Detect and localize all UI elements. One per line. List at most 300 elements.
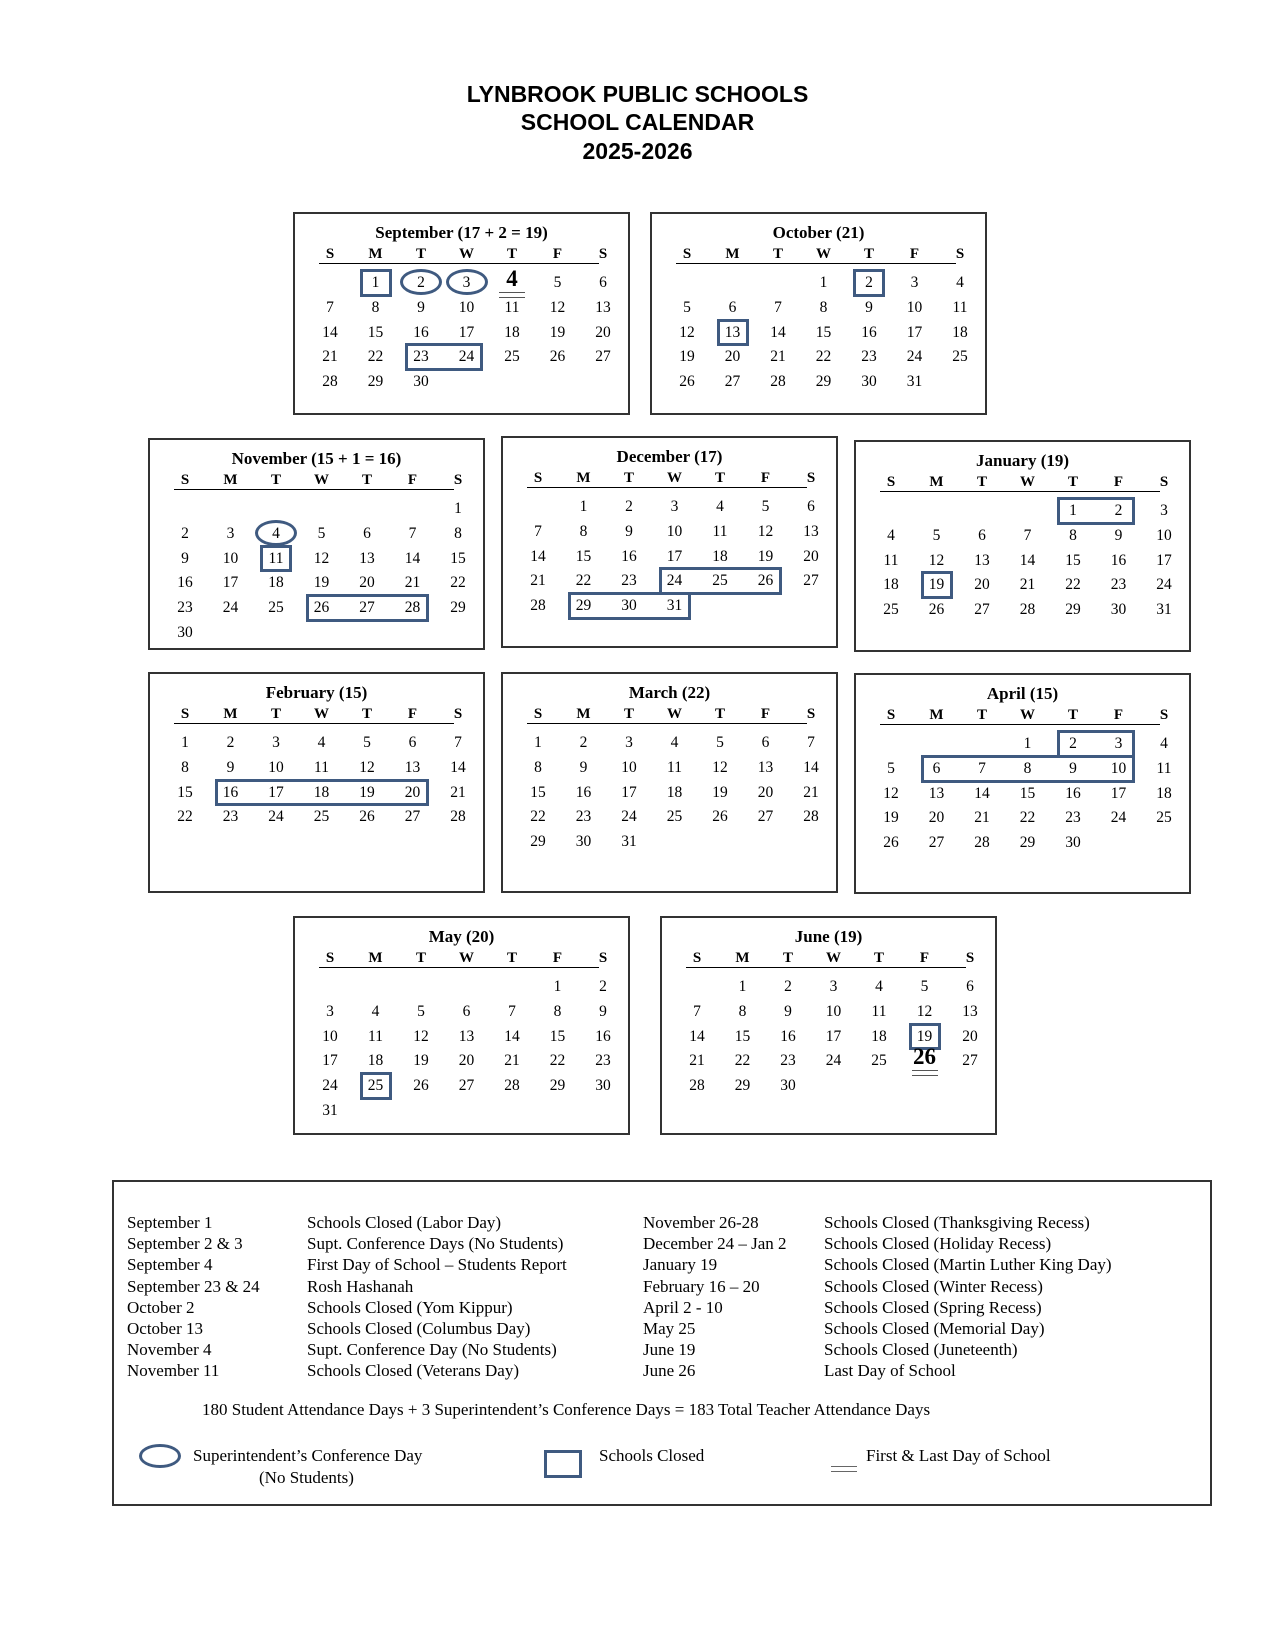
day-cell: 11	[368, 1027, 383, 1045]
day-cell: 25	[268, 599, 284, 617]
weekday-label: T	[782, 950, 793, 966]
day-cell: 7	[978, 759, 986, 777]
month-title: December (17)	[616, 447, 723, 466]
day-cell: 11	[712, 522, 728, 540]
day-cell: 12	[313, 549, 330, 567]
day-cell: 4	[506, 266, 518, 291]
day-cell: 28	[689, 1077, 705, 1095]
day-cell: 10	[906, 298, 923, 316]
day-cell: 20	[359, 574, 375, 592]
weekday-label: T	[976, 474, 987, 490]
weekday-label: S	[965, 950, 975, 966]
day-cell: 16	[222, 783, 239, 801]
day-cell: 16	[177, 574, 193, 592]
day-cell: 3	[462, 274, 471, 291]
day-cell: 21	[504, 1052, 520, 1070]
day-cell: 17	[906, 323, 923, 341]
day-cell: 2	[784, 978, 792, 995]
day-cell: 25	[712, 572, 728, 590]
day-cell: 23	[780, 1052, 796, 1070]
day-cell: 30	[413, 373, 429, 391]
day-cell: 4	[716, 498, 724, 515]
day-cell: 10	[458, 298, 475, 316]
day-cell: 19	[679, 348, 695, 366]
day-cell: 25	[1156, 809, 1172, 827]
weekday-label: T	[1067, 474, 1078, 490]
event-date: January 19	[643, 1255, 718, 1275]
weekday-label: S	[325, 246, 335, 262]
month-calendar	[501, 436, 838, 648]
day-cell: 16	[413, 323, 429, 341]
day-cell: 2	[865, 274, 873, 291]
day-cell: 9	[599, 1002, 607, 1020]
day-cell: 18	[871, 1027, 887, 1045]
month-title: February (15)	[265, 683, 368, 702]
day-cell: 7	[326, 298, 334, 316]
day-cell: 29	[530, 833, 546, 851]
weekday-label: F	[407, 472, 418, 488]
day-cell: 2	[1069, 735, 1077, 752]
day-cell: 29	[450, 599, 466, 617]
day-cell: 13	[757, 758, 774, 776]
day-cell: 17	[666, 547, 683, 565]
day-cell: 10	[666, 522, 683, 540]
weekday-label: S	[955, 246, 965, 262]
day-cell: 25	[367, 1077, 384, 1095]
key-conference-label: Superintendent’s Conference Day	[193, 1446, 423, 1465]
day-cell: 17	[222, 574, 239, 592]
day-cell: 22	[575, 572, 592, 590]
weekday-label: S	[886, 474, 896, 490]
weekday-label: S	[692, 950, 702, 966]
day-cell: 23	[861, 348, 877, 366]
day-cell: 14	[504, 1027, 520, 1045]
weekday-label: W	[314, 706, 329, 722]
day-cell: 19	[313, 574, 330, 592]
day-cell: 27	[595, 348, 611, 366]
weekday-label: M	[576, 470, 591, 486]
day-cell: 28	[450, 808, 466, 826]
day-cell: 5	[761, 498, 770, 515]
day-cell: 19	[916, 1027, 933, 1045]
day-cell: 21	[404, 574, 421, 592]
day-cell: 14	[1019, 551, 1036, 569]
weekday-label: M	[576, 706, 591, 722]
day-cell: 17	[825, 1027, 842, 1045]
day-cell: 14	[689, 1027, 705, 1045]
day-cell: 14	[770, 323, 786, 341]
event-date: May 25	[643, 1319, 696, 1338]
event-description: Schools Closed (Martin Luther King Day)	[824, 1255, 1112, 1275]
header-rule	[174, 489, 454, 490]
day-cell: 4	[887, 526, 895, 544]
day-cell: 7	[534, 522, 542, 540]
weekday-label: F	[552, 950, 563, 966]
weekday-label: T	[361, 472, 372, 488]
day-cell: 2	[417, 274, 425, 291]
month-calendar	[293, 212, 630, 415]
day-cell: 7	[1023, 526, 1032, 544]
day-cell: 3	[1160, 502, 1168, 519]
day-cell: 23	[1110, 576, 1127, 594]
weekday-label: W	[667, 706, 682, 722]
day-cell: 7	[807, 734, 815, 751]
day-cell: 26	[313, 599, 330, 617]
day-cell: 16	[1110, 551, 1127, 569]
month-calendar	[293, 916, 630, 1135]
day-cell: 30	[780, 1077, 796, 1095]
day-cell: 26	[679, 373, 695, 391]
day-cell: 11	[871, 1002, 887, 1020]
day-cell: 20	[962, 1027, 978, 1045]
calendar-title: SCHOOL CALENDAR	[520, 109, 755, 135]
key-conference-note: (No Students)	[259, 1468, 354, 1487]
day-cell: 7	[508, 1002, 516, 1020]
day-cell: 3	[625, 734, 633, 751]
weekday-label: S	[886, 707, 896, 723]
day-cell: 8	[181, 758, 189, 776]
day-cell: 26	[413, 1077, 429, 1095]
day-cell: 20	[724, 348, 741, 366]
day-cell: 19	[757, 547, 774, 565]
first-last-day-underline	[912, 1070, 938, 1076]
key-closed-label: Schools Closed	[599, 1446, 705, 1465]
header-rule	[676, 263, 956, 264]
event-date: October 13	[127, 1319, 204, 1338]
weekday-label: M	[929, 474, 944, 490]
weekday-label: S	[453, 472, 463, 488]
day-cell: 28	[770, 373, 786, 391]
day-cell: 9	[226, 758, 235, 776]
day-cell: 15	[177, 783, 193, 801]
weekday-label: S	[180, 472, 190, 488]
event-date: November 26-28	[643, 1213, 759, 1232]
day-cell: 13	[595, 298, 611, 316]
weekday-label: W	[1020, 707, 1035, 723]
event-description: Schools Closed (Columbus Day)	[307, 1319, 531, 1338]
header-rule	[174, 723, 454, 724]
day-cell: 25	[952, 348, 968, 366]
day-cell: 27	[724, 373, 741, 391]
header-rule	[880, 491, 1160, 492]
day-cell: 12	[549, 298, 566, 316]
day-cell: 18	[313, 783, 330, 801]
day-cell: 18	[952, 323, 968, 341]
day-cell: 20	[803, 547, 819, 565]
day-cell: 29	[815, 373, 832, 391]
day-cell: 7	[408, 524, 417, 542]
month-title: January (19)	[975, 451, 1070, 470]
day-cell: 17	[268, 783, 284, 801]
day-cell: 8	[534, 758, 542, 776]
day-cell: 25	[871, 1052, 887, 1070]
event-description: Supt. Conference Days (No Students)	[307, 1234, 564, 1254]
weekday-label: F	[909, 246, 920, 262]
day-cell: 18	[666, 783, 683, 801]
day-cell: 24	[222, 599, 239, 617]
day-cell: 16	[575, 783, 592, 801]
day-cell: 20	[974, 576, 990, 594]
day-cell: 13	[962, 1002, 978, 1020]
weekday-label: S	[598, 246, 608, 262]
day-cell: 9	[579, 758, 588, 776]
day-cell: 11	[952, 298, 968, 316]
event-date: November 11	[127, 1361, 220, 1381]
day-cell: 24	[1110, 809, 1127, 827]
day-cell: 1	[534, 734, 542, 751]
school-year: 2025-2026	[582, 138, 693, 164]
day-cell: 24	[322, 1077, 338, 1095]
day-cell: 11	[314, 758, 329, 776]
day-cell: 1	[454, 500, 462, 517]
weekday-label: F	[552, 246, 563, 262]
header-rule	[686, 967, 966, 968]
weekday-label: T	[361, 706, 372, 722]
weekday-label: M	[223, 472, 238, 488]
day-cell: 13	[803, 522, 819, 540]
day-cell: 26	[883, 834, 899, 852]
day-cell: 3	[670, 498, 679, 515]
event-description: Rosh Hashanah	[307, 1276, 414, 1296]
day-cell: 19	[549, 323, 566, 341]
day-cell: 17	[1156, 551, 1172, 569]
weekday-label: W	[816, 246, 831, 262]
day-cell: 21	[1019, 576, 1036, 594]
day-cell: 23	[621, 572, 637, 590]
weekday-label: T	[873, 950, 884, 966]
month-calendar	[854, 440, 1191, 652]
day-cell: 18	[367, 1052, 384, 1070]
day-cell: 5	[417, 1002, 425, 1020]
day-cell: 30	[575, 833, 592, 851]
day-cell: 8	[454, 524, 462, 542]
day-cell: 27	[757, 808, 774, 826]
day-cell: 2	[625, 498, 633, 515]
day-cell: 31	[1156, 601, 1172, 619]
month-title: September (17 + 2 = 19)	[375, 223, 548, 242]
day-cell: 30	[861, 373, 877, 391]
event-description: Schools Closed (Thanksgiving Recess)	[824, 1213, 1090, 1232]
day-cell: 9	[1114, 526, 1123, 544]
day-cell: 31	[322, 1102, 338, 1119]
double-underline-icon	[831, 1466, 857, 1472]
day-cell: 6	[932, 759, 941, 777]
weekday-label: T	[270, 472, 281, 488]
day-cell: 1	[738, 978, 747, 995]
day-cell: 13	[404, 758, 421, 776]
day-cell: 8	[1069, 526, 1077, 544]
district-title: LYNBROOK PUBLIC SCHOOLS	[466, 81, 809, 107]
weekday-label: S	[1159, 474, 1169, 490]
event-description: First Day of School – Students Report	[307, 1255, 567, 1275]
weekday-label: M	[929, 707, 944, 723]
day-cell: 22	[450, 574, 466, 592]
day-cell: 18	[883, 576, 899, 594]
day-cell: 10	[1156, 526, 1172, 544]
day-cell: 12	[712, 758, 728, 776]
day-cell: 1	[1023, 735, 1032, 752]
day-cell: 31	[621, 833, 637, 851]
month-calendar	[501, 672, 838, 893]
day-cell: 5	[932, 526, 941, 544]
day-cell: 4	[317, 734, 326, 751]
weekday-label: S	[325, 950, 335, 966]
day-cell: 27	[458, 1077, 475, 1095]
day-cell: 9	[181, 549, 189, 567]
day-cell: 30	[177, 624, 193, 641]
day-cell: 3	[829, 978, 838, 995]
day-cell: 29	[367, 373, 384, 391]
day-cell: 15	[549, 1027, 566, 1045]
day-cell: 25	[504, 348, 520, 366]
event-date: November 4	[127, 1340, 212, 1360]
day-cell: 1	[579, 498, 588, 515]
event-description: Supt. Conference Day (No Students)	[307, 1340, 557, 1360]
day-cell: 26	[913, 1044, 936, 1070]
day-cell: 1	[819, 274, 828, 291]
day-cell: 6	[363, 524, 371, 542]
day-cell: 9	[417, 298, 425, 316]
event-description: Schools Closed (Holiday Recess)	[824, 1234, 1052, 1254]
weekday-label: S	[180, 706, 190, 722]
day-cell: 29	[575, 597, 592, 615]
day-cell: 22	[1019, 809, 1036, 827]
event-date: June 26	[643, 1361, 696, 1381]
day-cell: 28	[404, 599, 421, 617]
day-cell: 2	[181, 524, 189, 542]
day-cell: 14	[322, 323, 338, 341]
day-cell: 9	[865, 298, 873, 316]
attendance-summary: 180 Student Attendance Days + 3 Superintendent’s Conference Days = 183 Total Teacher Attendance Days	[202, 1400, 931, 1419]
day-cell: 4	[875, 978, 883, 995]
weekday-label: S	[598, 950, 608, 966]
day-cell: 1	[1069, 502, 1077, 519]
day-cell: 23	[222, 808, 239, 826]
weekday-label: S	[533, 470, 543, 486]
day-cell: 23	[1065, 809, 1081, 827]
month-calendar	[660, 916, 997, 1135]
day-cell: 26	[359, 808, 375, 826]
header-rule	[880, 724, 1160, 725]
day-cell: 23	[177, 599, 193, 617]
weekday-label: T	[714, 470, 725, 486]
day-cell: 31	[666, 597, 683, 615]
day-cell: 14	[803, 758, 819, 776]
day-cell: 17	[322, 1052, 338, 1070]
day-cell: 26	[757, 572, 774, 590]
day-cell: 31	[906, 373, 923, 391]
day-cell: 23	[575, 808, 592, 826]
day-cell: 2	[1114, 502, 1123, 519]
day-cell: 27	[359, 599, 375, 617]
day-cell: 18	[1156, 784, 1172, 802]
day-cell: 26	[928, 601, 945, 619]
day-cell: 6	[978, 526, 986, 544]
key-first-last-label: First & Last Day of School	[866, 1446, 1051, 1465]
day-cell: 22	[530, 808, 546, 826]
day-cell: 6	[462, 1002, 471, 1020]
day-cell: 14	[530, 547, 546, 565]
day-cell: 26	[712, 808, 728, 826]
day-cell: 15	[530, 783, 546, 801]
event-description: Schools Closed (Spring Recess)	[824, 1297, 1042, 1317]
day-cell: 25	[313, 808, 330, 826]
event-date: June 19	[643, 1340, 696, 1360]
day-cell: 20	[928, 809, 945, 827]
day-cell: 29	[549, 1077, 566, 1095]
day-cell: 13	[458, 1027, 475, 1045]
event-description: Schools Closed (Memorial Day)	[824, 1319, 1045, 1338]
day-cell: 8	[553, 1002, 562, 1020]
day-cell: 19	[928, 576, 945, 594]
day-cell: 15	[367, 323, 384, 341]
day-cell: 21	[770, 348, 786, 366]
day-cell: 14	[974, 784, 990, 802]
day-cell: 3	[326, 1002, 334, 1020]
day-cell: 24	[666, 572, 683, 590]
weekday-label: T	[506, 950, 517, 966]
day-cell: 28	[974, 834, 990, 852]
day-cell: 23	[413, 348, 429, 366]
day-cell: 16	[595, 1027, 611, 1045]
day-cell: 8	[579, 522, 588, 540]
day-cell: 28	[530, 597, 546, 615]
weekday-label: W	[459, 246, 474, 262]
day-cell: 18	[268, 574, 284, 592]
day-cell: 12	[928, 551, 945, 569]
day-cell: 21	[322, 348, 338, 366]
weekday-label: M	[725, 246, 740, 262]
day-cell: 5	[317, 524, 326, 542]
day-cell: 14	[404, 549, 421, 567]
event-date: February 16 – 20	[643, 1276, 760, 1296]
day-cell: 16	[1065, 784, 1081, 802]
day-cell: 20	[757, 783, 774, 801]
day-cell: 11	[504, 298, 520, 316]
day-cell: 15	[815, 323, 832, 341]
day-cell: 9	[1069, 759, 1077, 777]
weekday-label: T	[623, 470, 634, 486]
day-cell: 15	[734, 1027, 751, 1045]
event-date: December 24 – Jan 2	[643, 1234, 787, 1254]
weekday-label: S	[682, 246, 692, 262]
day-cell: 12	[679, 323, 695, 341]
weekday-label: W	[314, 472, 329, 488]
day-cell: 6	[966, 978, 974, 995]
month-title: October (21)	[772, 223, 865, 242]
day-cell: 10	[268, 758, 284, 776]
day-cell: 1	[181, 734, 189, 751]
day-cell: 7	[774, 298, 782, 316]
day-cell: 28	[803, 808, 819, 826]
day-cell: 16	[861, 323, 877, 341]
day-cell: 11	[268, 549, 284, 567]
header-rule	[319, 967, 599, 968]
day-cell: 28	[504, 1077, 520, 1095]
weekday-label: M	[223, 706, 238, 722]
day-cell: 11	[883, 551, 899, 569]
day-cell: 6	[761, 734, 770, 751]
day-cell: 20	[404, 783, 421, 801]
weekday-label: T	[976, 707, 987, 723]
event-description: Schools Closed (Juneteenth)	[824, 1340, 1018, 1360]
day-cell: 24	[1156, 576, 1172, 594]
day-cell: 23	[595, 1052, 611, 1070]
day-cell: 20	[595, 323, 611, 341]
day-cell: 12	[413, 1027, 429, 1045]
day-cell: 10	[1110, 759, 1127, 777]
weekday-label: W	[459, 950, 474, 966]
